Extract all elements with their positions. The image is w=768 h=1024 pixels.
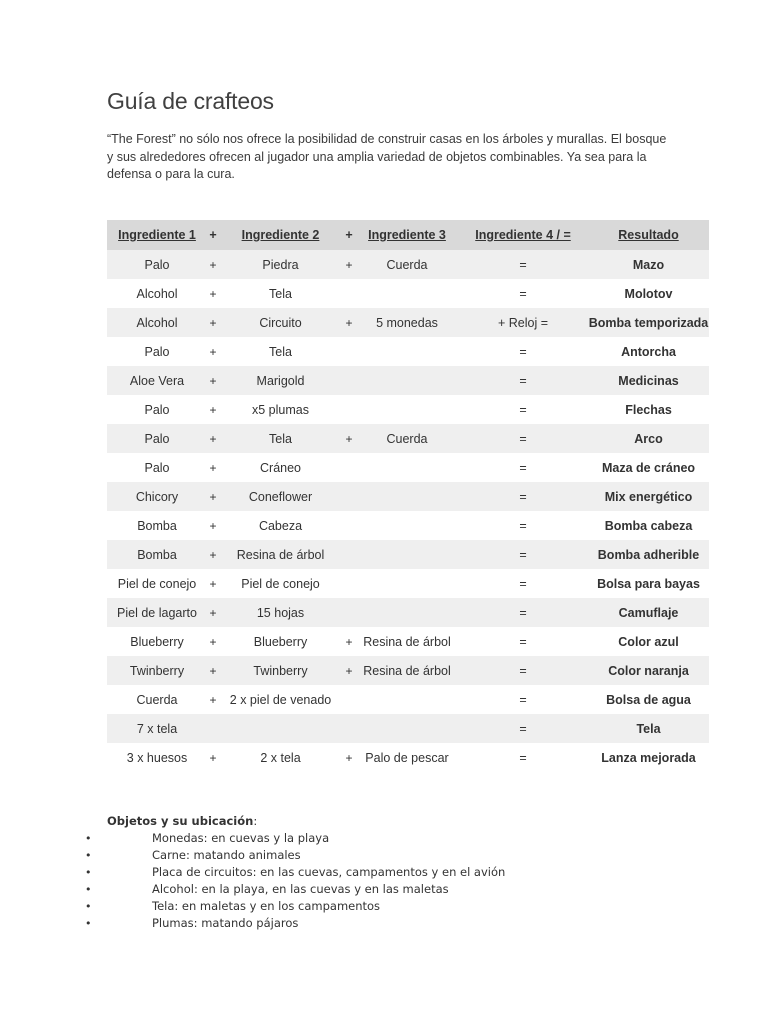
ingredient-cell bbox=[356, 279, 458, 308]
list-item bbox=[85, 881, 667, 898]
equals-cell: = bbox=[519, 605, 527, 620]
plus-cell: + bbox=[209, 576, 217, 591]
ingredient-cell: Chicory bbox=[135, 489, 179, 504]
ingredient-cell: Circuito bbox=[259, 315, 302, 330]
table-header bbox=[107, 220, 709, 250]
ingredient-cell: Cuerda bbox=[386, 257, 428, 272]
ingredient-cell: Tela bbox=[269, 344, 292, 359]
table-row bbox=[107, 424, 709, 453]
list-item bbox=[85, 915, 667, 932]
ingredient-cell: Palo de pescar bbox=[365, 750, 449, 765]
result-cell: Arco bbox=[634, 431, 663, 446]
result-cell: Tela bbox=[636, 721, 661, 736]
result-cell: Lanza mejorada bbox=[601, 750, 696, 765]
ingredient-cell: 3 x huesos bbox=[126, 750, 188, 765]
plus-cell: + bbox=[345, 634, 353, 649]
plus-cell: + bbox=[209, 663, 217, 678]
result-cell: Mazo bbox=[632, 257, 665, 272]
column-header: Ingrediente 1 bbox=[118, 228, 196, 242]
header-plus: + bbox=[209, 228, 217, 242]
plus-cell: + bbox=[209, 460, 217, 475]
ingredient-cell bbox=[356, 598, 458, 627]
bullet-icon: • bbox=[85, 917, 92, 930]
plus-cell bbox=[342, 598, 356, 627]
plus-cell: + bbox=[209, 547, 217, 562]
ingredient-cell bbox=[356, 540, 458, 569]
ingredient-cell bbox=[356, 395, 458, 424]
equals-cell: = bbox=[519, 460, 527, 475]
result-cell: Medicinas bbox=[618, 373, 679, 388]
ingredient-cell: Piel de conejo bbox=[241, 576, 320, 591]
plus-cell: + bbox=[345, 315, 353, 330]
equals-cell: = bbox=[519, 257, 527, 272]
ingredient-cell: Resina de árbol bbox=[363, 663, 451, 678]
ingredient-cell: Resina de árbol bbox=[363, 634, 451, 649]
equals-cell: = bbox=[519, 344, 527, 359]
ingredient-cell: Marigold bbox=[256, 373, 305, 388]
ingredient-cell: Bomba bbox=[137, 518, 177, 533]
bullet-icon: • bbox=[85, 832, 92, 845]
result-cell: Bomba temporizada bbox=[588, 315, 709, 330]
ingredient-cell: Blueberry bbox=[253, 634, 308, 649]
result-cell: Bolsa para bayas bbox=[597, 576, 700, 591]
plus-cell: + bbox=[209, 634, 217, 649]
ingredient-cell bbox=[356, 482, 458, 511]
ingredient-cell: Piel de conejo bbox=[117, 576, 197, 591]
ingredient-cell: Twinberry bbox=[129, 663, 185, 678]
list-item-text: Tela: en maletas y en los campamentos bbox=[152, 899, 381, 913]
ingredient-cell: 5 monedas bbox=[376, 315, 438, 330]
plus-cell: + bbox=[209, 489, 217, 504]
plus-cell bbox=[342, 511, 356, 540]
result-cell: Camuflaje bbox=[618, 605, 679, 620]
plus-cell: + bbox=[209, 315, 217, 330]
column-header: Ingrediente 3 bbox=[368, 228, 446, 242]
ingredient-cell: Alcohol bbox=[136, 286, 178, 301]
table-row bbox=[107, 627, 709, 656]
ingredient-cell: Blueberry bbox=[130, 634, 184, 649]
table-row bbox=[107, 743, 709, 772]
objects-heading-bold: Objetos y su ubicación bbox=[107, 814, 254, 828]
plus-cell: + bbox=[209, 692, 217, 707]
ingredient-cell: Bomba bbox=[137, 547, 177, 562]
ingredient-cell: Cabeza bbox=[258, 518, 303, 533]
ingredient-cell: Palo bbox=[144, 257, 170, 272]
result-cell: Color azul bbox=[618, 634, 679, 649]
table-row bbox=[107, 366, 709, 395]
ingredient-cell: 2 x tela bbox=[260, 750, 301, 765]
table-row bbox=[107, 482, 709, 511]
ingredient-cell bbox=[219, 714, 342, 743]
ingredient-cell bbox=[356, 366, 458, 395]
ingredient-cell: Cuerda bbox=[386, 431, 428, 446]
ingredient-cell: Coneflower bbox=[248, 489, 313, 504]
plus-cell: + bbox=[345, 431, 353, 446]
ingredient-cell: Piedra bbox=[262, 257, 299, 272]
plus-cell: + bbox=[345, 257, 353, 272]
list-item-text: Plumas: matando pájaros bbox=[152, 916, 299, 930]
ingredient-cell: Tela bbox=[269, 286, 292, 301]
equals-cell: = bbox=[519, 489, 527, 504]
ingredient-cell: 7 x tela bbox=[136, 721, 178, 736]
bullet-icon: • bbox=[85, 900, 92, 913]
ingredient-cell: Cráneo bbox=[260, 460, 301, 475]
table-row bbox=[107, 453, 709, 482]
bullet-icon: • bbox=[85, 849, 92, 862]
plus-cell bbox=[342, 685, 356, 714]
list-item bbox=[85, 898, 667, 915]
table-row bbox=[107, 337, 709, 366]
list-item bbox=[85, 864, 667, 881]
page-title: Guía de crafteos bbox=[107, 88, 274, 114]
objects-list bbox=[85, 830, 667, 932]
equals-cell: = bbox=[519, 518, 527, 533]
table-row bbox=[107, 569, 709, 598]
equals-cell: = bbox=[519, 692, 527, 707]
result-cell: Bolsa de agua bbox=[606, 692, 691, 707]
table-row bbox=[107, 656, 709, 685]
plus-cell: + bbox=[209, 286, 217, 301]
bullet-icon: • bbox=[85, 883, 92, 896]
plus-cell: + bbox=[209, 750, 217, 765]
table-row bbox=[107, 250, 709, 279]
ingredient-cell: x5 plumas bbox=[252, 402, 309, 417]
ingredient-cell: 2 x piel de venado bbox=[229, 692, 332, 707]
ingredient-cell bbox=[356, 453, 458, 482]
crafting-table bbox=[107, 220, 709, 772]
plus-cell: + bbox=[209, 344, 217, 359]
list-item-text: Monedas: en cuevas y la playa bbox=[152, 831, 330, 845]
plus-cell: + bbox=[209, 373, 217, 388]
table-row bbox=[107, 511, 709, 540]
ingredient-cell: Aloe Vera bbox=[129, 373, 185, 388]
ingredient-cell: Tela bbox=[269, 431, 292, 446]
result-cell: Flechas bbox=[625, 402, 672, 417]
plus-cell bbox=[207, 714, 219, 743]
equals-cell: = bbox=[519, 547, 527, 562]
equals-cell: = bbox=[519, 431, 527, 446]
equals-cell: = bbox=[519, 750, 527, 765]
table-body bbox=[107, 250, 709, 772]
table-row bbox=[107, 685, 709, 714]
table-row bbox=[107, 395, 709, 424]
column-header: Resultado bbox=[618, 228, 679, 242]
ingredient-cell: Palo bbox=[144, 402, 170, 417]
ingredient-cell bbox=[356, 511, 458, 540]
plus-cell bbox=[342, 337, 356, 366]
result-cell: Antorcha bbox=[621, 344, 676, 359]
ingredient-cell bbox=[356, 685, 458, 714]
equals-cell: = bbox=[519, 663, 527, 678]
bullet-icon: • bbox=[85, 866, 92, 879]
plus-cell bbox=[342, 395, 356, 424]
result-cell: Molotov bbox=[624, 286, 673, 301]
table-row bbox=[107, 279, 709, 308]
plus-cell bbox=[342, 453, 356, 482]
crafting-table-container bbox=[107, 220, 709, 772]
result-cell: Color naranja bbox=[608, 663, 689, 678]
ingredient-cell: Palo bbox=[144, 431, 170, 446]
list-item-text: Placa de circuitos: en las cuevas, campamentos y en el avión bbox=[152, 865, 506, 879]
result-cell: Bomba cabeza bbox=[604, 518, 693, 533]
equals-cell: = bbox=[519, 576, 527, 591]
column-header: Ingrediente 2 bbox=[241, 228, 320, 242]
list-item bbox=[85, 847, 667, 864]
result-cell: Maza de cráneo bbox=[601, 460, 696, 475]
equals-cell: = bbox=[519, 402, 527, 417]
plus-cell bbox=[342, 540, 356, 569]
result-cell: Bomba adherible bbox=[597, 547, 700, 562]
ingredient-cell: Palo bbox=[144, 460, 170, 475]
plus-cell: + bbox=[209, 518, 217, 533]
plus-cell: + bbox=[209, 402, 217, 417]
column-header: Ingrediente 4 / = bbox=[475, 228, 571, 242]
table-header-row bbox=[107, 220, 709, 250]
plus-cell bbox=[342, 366, 356, 395]
header-plus: + bbox=[345, 228, 353, 242]
result-cell: Mix energético bbox=[604, 489, 693, 504]
plus-cell: + bbox=[209, 431, 217, 446]
list-item bbox=[85, 830, 667, 847]
plus-cell: + bbox=[345, 750, 353, 765]
equals-cell: = bbox=[519, 721, 527, 736]
ingredient-cell bbox=[356, 337, 458, 366]
plus-cell: + bbox=[209, 605, 217, 620]
objects-section bbox=[85, 813, 667, 932]
list-item-text: Carne: matando animales bbox=[152, 848, 301, 862]
ingredient-cell bbox=[356, 714, 458, 743]
ingredient-cell: Cuerda bbox=[136, 692, 178, 707]
table-row bbox=[107, 714, 709, 743]
plus-cell bbox=[342, 569, 356, 598]
equals-cell: + Reloj = bbox=[497, 315, 549, 330]
table-row bbox=[107, 540, 709, 569]
plus-cell: + bbox=[209, 257, 217, 272]
equals-cell: = bbox=[519, 373, 527, 388]
plus-cell bbox=[342, 714, 356, 743]
plus-cell bbox=[342, 279, 356, 308]
ingredient-cell: Twinberry bbox=[253, 663, 308, 678]
intro-paragraph: “The Forest” no sólo nos ofrece la posibilidad de construir casas en los árboles y murallas. El bosque y sus alrededores ofrecen al jugador una amplia variedad de objetos combinables. Ya sea para la defensa o para la cura. bbox=[107, 132, 667, 181]
plus-cell: + bbox=[345, 663, 353, 678]
objects-heading bbox=[107, 813, 667, 829]
equals-cell: = bbox=[519, 286, 527, 301]
ingredient-cell: Piel de lagarto bbox=[117, 605, 197, 620]
ingredient-cell bbox=[356, 569, 458, 598]
objects-heading-suffix: : bbox=[253, 814, 258, 828]
ingredient-cell: 15 hojas bbox=[256, 605, 305, 620]
list-item-text: Alcohol: en la playa, en las cuevas y en las maletas bbox=[152, 882, 449, 896]
equals-cell: = bbox=[519, 634, 527, 649]
ingredient-cell: Palo bbox=[144, 344, 170, 359]
ingredient-cell: Alcohol bbox=[136, 315, 178, 330]
ingredient-cell: Resina de árbol bbox=[236, 547, 325, 562]
plus-cell bbox=[342, 482, 356, 511]
table-row bbox=[107, 598, 709, 627]
table-row bbox=[107, 308, 709, 337]
